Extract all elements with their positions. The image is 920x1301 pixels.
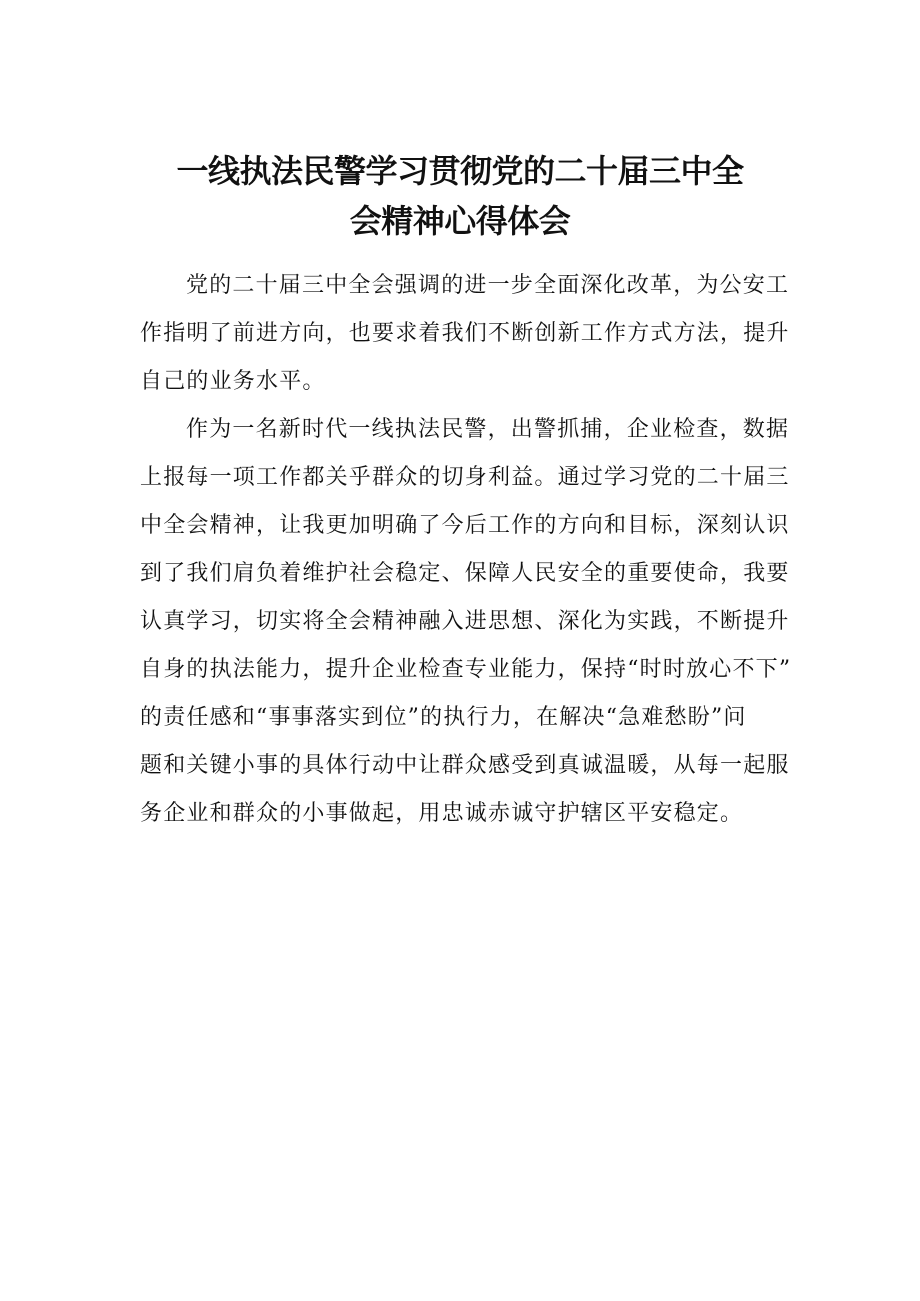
paragraph-line: 认真学习，切实将全会精神融入进思想、深化为实践，不断提升 <box>140 609 790 634</box>
title-line-1: 一线执法民警学习贯彻党的二十届三中全 <box>176 152 744 190</box>
paragraph-line: 自身的执法能力，提升企业检查专业能力，保持“时时放心不下” <box>140 657 792 682</box>
paragraph-line: 到了我们肩负着维护社会稳定、保障人民安全的重要使命，我要 <box>140 561 790 586</box>
paragraph-1 <box>140 262 790 406</box>
paragraph-line: 中全会精神，让我更加明确了今后工作的方向和目标，深刻认识 <box>140 513 790 538</box>
document-body <box>140 262 792 838</box>
paragraph-line: 作为一名新时代一线执法民警，出警抓捕，企业检查，数据 <box>186 417 790 442</box>
paragraph-line: 的责任感和“事事落实到位”的执行力，在解决“急难愁盼”问 <box>140 705 747 730</box>
paragraph-line: 题和关键小事的具体行动中让群众感受到真诚温暖，从每一起服 <box>140 753 790 778</box>
paragraph-2 <box>140 406 792 838</box>
title-line-2: 会精神心得体会 <box>349 202 571 240</box>
paragraph-line: 上报每一项工作都关乎群众的切身利益。通过学习党的二十届三 <box>140 465 790 490</box>
paragraph-line: 务企业和群众的小事做起，用忠诚赤诚守护辖区平安稳定。 <box>140 801 744 826</box>
document-title <box>140 146 780 246</box>
paragraph-line: 作指明了前进方向，也要求着我们不断创新工作方式方法，提升 <box>140 321 790 346</box>
paragraph-line: 党的二十届三中全会强调的进一步全面深化改革，为公安工 <box>186 273 790 298</box>
paragraph-line: 自己的业务水平。 <box>140 369 326 394</box>
